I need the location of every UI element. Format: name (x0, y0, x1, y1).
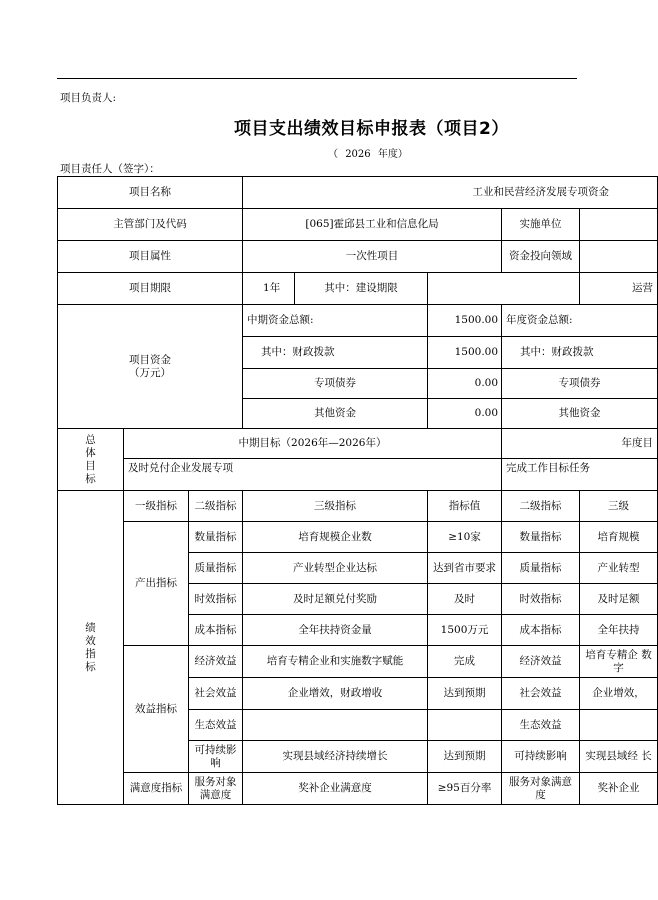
row5-lvl3: 企业增效，财政增收 (243, 678, 428, 710)
row3-lvl2: 成本指标 (189, 615, 243, 646)
mid-other-label: 其他资金 (243, 399, 428, 429)
overall-goal-label: 总 体 目 标 (58, 429, 124, 491)
hdr-lvl3-year: 三级 (580, 491, 658, 522)
row8-lvl3: 奖补企业满意度 (243, 773, 428, 805)
funds-label-line2: （万元） (129, 366, 172, 379)
period-value: 1年 (243, 273, 295, 305)
row4-lvl2-year: 经济效益 (502, 646, 580, 678)
row8-lvl3-year: 奖补企业 (580, 773, 658, 805)
row2-lvl3: 及时足额兑付奖励 (243, 584, 428, 615)
run-period-label: 运营 (580, 273, 658, 305)
row0-lvl3: 培育规模企业数 (243, 522, 428, 553)
mid-goal-header: 中期目标（2026年—2026年） (124, 429, 502, 459)
year-other-label: 其他资金 (502, 399, 658, 429)
project-name-label: 项目名称 (58, 177, 243, 209)
row6-lvl2-year: 生态效益 (502, 710, 580, 741)
mid-bond-value: 0.00 (428, 369, 502, 399)
mid-goal-text: 及时兑付企业发展专项 (124, 459, 502, 491)
year-value: 2026 (345, 149, 371, 160)
output-label: 产出指标 (124, 522, 189, 646)
row1-lvl2: 质量指标 (189, 553, 243, 584)
project-leader-label: 项目负责人: (60, 92, 117, 104)
row1-value: 达到省市要求 (428, 553, 502, 584)
row3-lvl3-year: 全年扶持 (580, 615, 658, 646)
row8-lvl2-year: 服务对象满意度 (502, 773, 580, 805)
dept-label: 主管部门及代码 (58, 209, 243, 241)
unit-value (580, 209, 658, 241)
project-name-value: 工业和民营经济发展专项资金 (243, 177, 658, 209)
row3-lvl2-year: 成本指标 (502, 615, 580, 646)
row1-lvl3-year: 产业转型 (580, 553, 658, 584)
dept-value: [065]霍邱县工业和信息化局 (243, 209, 502, 241)
row2-lvl2-year: 时效指标 (502, 584, 580, 615)
hdr-lvl2-year: 二级指标 (502, 491, 580, 522)
benefit-label: 效益指标 (124, 646, 189, 773)
row4-lvl2: 经济效益 (189, 646, 243, 678)
year-goal-text: 完成工作目标任务 (502, 459, 658, 491)
row7-lvl2-year: 可持续影响 (502, 741, 580, 773)
year-bond-label: 专项债券 (502, 369, 658, 399)
row2-lvl2: 时效指标 (189, 584, 243, 615)
row6-value (428, 710, 502, 741)
year-suffix: 年度） (377, 149, 408, 160)
mid-fiscal-value: 1500.00 (428, 337, 502, 369)
row1-lvl2-year: 质量指标 (502, 553, 580, 584)
row4-lvl3-year: 培育专精企 数字 (580, 646, 658, 678)
year-goal-header: 年度目 (502, 429, 658, 459)
mid-bond-label: 专项债券 (243, 369, 428, 399)
row6-lvl3-year (580, 710, 658, 741)
row3-value: 1500万元 (428, 615, 502, 646)
row2-lvl3-year: 及时足额 (580, 584, 658, 615)
row7-lvl3-year: 实现县域经 长 (580, 741, 658, 773)
mid-other-value: 0.00 (428, 399, 502, 429)
perf-label: 绩 效 指 标 (58, 491, 124, 805)
row6-lvl2: 生态效益 (189, 710, 243, 741)
row7-lvl2: 可持续影响 (189, 741, 243, 773)
row2-value: 及时 (428, 584, 502, 615)
attr-label: 项目属性 (58, 241, 243, 273)
mid-fiscal-label: 其中：财政拨款 (243, 337, 428, 369)
domain-value (580, 241, 658, 273)
row5-lvl2-year: 社会效益 (502, 678, 580, 710)
hdr-lvl1: 一级指标 (124, 491, 189, 522)
row7-lvl3: 实现县域经济持续增长 (243, 741, 428, 773)
row5-lvl3-year: 企业增效， (580, 678, 658, 710)
row5-value: 达到预期 (428, 678, 502, 710)
attr-value: 一次性项目 (243, 241, 502, 273)
hdr-value: 指标值 (428, 491, 502, 522)
unit-label: 实施单位 (502, 209, 580, 241)
row0-lvl2: 数量指标 (189, 522, 243, 553)
row4-value: 完成 (428, 646, 502, 678)
row3-lvl3: 全年扶持资金量 (243, 615, 428, 646)
year-total-label: 年度资金总额: (502, 305, 658, 337)
row5-lvl2: 社会效益 (189, 678, 243, 710)
funds-label-line1: 项目资金 (129, 353, 172, 366)
build-period-label: 其中：建设期限 (295, 273, 428, 305)
row7-value: 达到预期 (428, 741, 502, 773)
row6-lvl3 (243, 710, 428, 741)
mid-total-value: 1500.00 (428, 305, 502, 337)
signer-label: 项目责任人（签字）： (60, 163, 160, 175)
hdr-lvl3: 三级指标 (243, 491, 428, 522)
satisfaction-label: 满意度指标 (124, 773, 189, 805)
funds-label (58, 305, 243, 429)
row0-lvl2-year: 数量指标 (502, 522, 580, 553)
row0-lvl3-year: 培育规模 (580, 522, 658, 553)
performance-target-form (57, 176, 658, 805)
year-fiscal-label: 其中：财政拨款 (502, 337, 658, 369)
page-title: 项目支出绩效目标申报表（项目2） (234, 119, 509, 139)
row8-lvl2: 服务对象满意度 (189, 773, 243, 805)
mid-total-label: 中期资金总额: (243, 305, 428, 337)
row0-value: ≥10家 (428, 522, 502, 553)
row8-value: ≥95百分率 (428, 773, 502, 805)
year-open: （ (328, 149, 338, 160)
row4-lvl3: 培育专精企业和实施数字赋能 (243, 646, 428, 678)
row1-lvl3: 产业转型企业达标 (243, 553, 428, 584)
period-label: 项目期限 (58, 273, 243, 305)
hdr-lvl2: 二级指标 (189, 491, 243, 522)
domain-label: 资金投向领域 (502, 241, 580, 273)
build-period-value (428, 273, 580, 305)
